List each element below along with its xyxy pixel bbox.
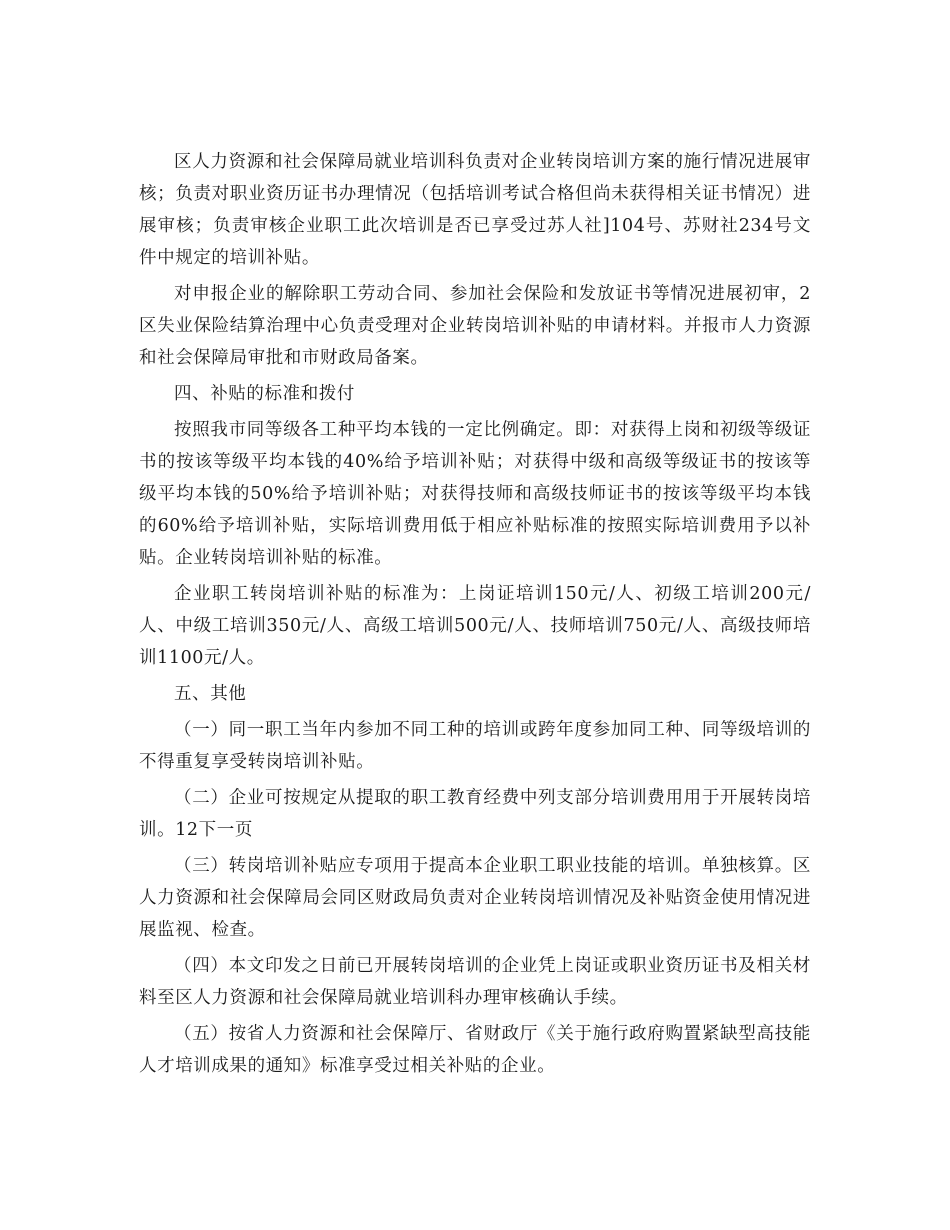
section-heading-other: 五、其他 — [174, 684, 247, 704]
paragraph-preliminary-review: 对申报企业的解除职工劳动合同、参加社会保险和发放证书等情况进展初审，2区失业保险结算治理中心负责受理对企业转岗培训补贴的申请材料。并报市人力资源和社会保障局审批和市财政局备案。 — [139, 284, 811, 368]
document-body — [139, 146, 811, 1086]
paragraph-subsidy-ratio: 按照我市同等级各工种平均本钱的一定比例确定。即：对获得上岗和初级等级证书的按该等级平均本钱的40%给予培训补贴；对获得中级和高级等级证书的按该等级平均本钱的50%给予培训补贴；对获得技师和高级技师证书的按该等级平均本钱的60%给予培训补贴，实际培训费用低于相应补贴标准的按照实际培训费用予以补贴。企业转岗培训补贴的标准。 — [139, 420, 811, 568]
paragraph-item-1: （一）同一职工当年内参加不同工种的培训或跨年度参加同工种、同等级培训的不得重复享受转岗培训补贴。 — [139, 720, 811, 772]
paragraph-item-5: （五）按省人力资源和社会保障厅、省财政厅《关于施行政府购置紧缺型高技能人才培训成果的通知》标准享受过相关补贴的企业。 — [139, 1024, 811, 1076]
paragraph-item-4: （四）本文印发之日前已开展转岗培训的企业凭上岗证或职业资历证书及相关材料至区人力资源和社会保障局就业培训科办理审核确认手续。 — [139, 956, 811, 1008]
section-heading-subsidy-standard: 四、补贴的标准和拨付 — [174, 384, 355, 404]
paragraph-subsidy-amounts: 企业职工转岗培训补贴的标准为：上岗证培训150元/人、初级工培训200元/人、中级工培训350元/人、高级工培训500元/人、技师培训750元/人、高级技师培训1100元/人。 — [139, 584, 811, 668]
paragraph-item-2: （二）企业可按规定从提取的职工教育经费中列支部分培训费用用于开展转岗培训。12下一页 — [139, 788, 811, 840]
paragraph-item-3: （三）转岗培训补贴应专项用于提高本企业职工职业技能的培训。单独核算。区人力资源和社会保障局会同区财政局负责对企业转岗培训情况及补贴资金使用情况进展监视、检查。 — [139, 856, 811, 940]
paragraph-review-duties: 区人力资源和社会保障局就业培训科负责对企业转岗培训方案的施行情况进展审核；负责对职业资历证书办理情况（包括培训考试合格但尚未获得相关证书情况）进展审核；负责审核企业职工此次培训是否已享受过苏人社]104号、苏财社234号文件中规定的培训补贴。 — [139, 152, 811, 268]
